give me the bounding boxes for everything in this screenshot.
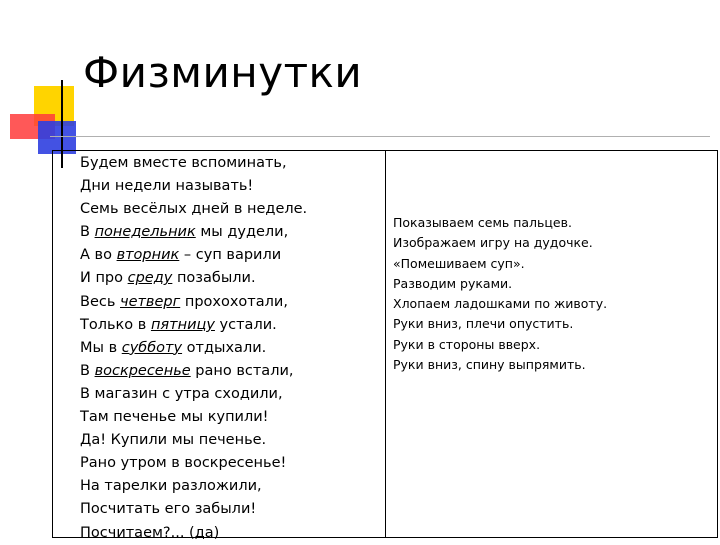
action-line: Руки вниз, плечи опустить.: [393, 316, 574, 332]
poem-text: И про: [80, 270, 128, 287]
poem-line: [80, 198, 380, 221]
poem-text: В магазин с утра сходили,: [80, 385, 283, 402]
poem-text: Будем вместе вспоминать,: [80, 155, 287, 171]
poem-text: А во: [80, 247, 117, 264]
poem-text: Посчитаем?... (да): [80, 524, 220, 541]
poem-text: Рано утром в воскресенье!: [80, 455, 287, 472]
action-line: Хлопаем ладошками по животу.: [393, 296, 608, 312]
poem-text: Только в: [80, 316, 151, 333]
poem-text: – суп варили: [179, 247, 282, 264]
action-line: Показываем семь пальцев.: [393, 215, 572, 230]
poem-line: [80, 475, 380, 498]
poem-line: [80, 221, 380, 244]
slide-title: Физминутки: [83, 48, 363, 97]
poem-line: [80, 175, 380, 198]
poem-line: [80, 244, 380, 267]
action-line: Изображаем игру на дудочке.: [393, 235, 593, 251]
action-line: Разводим руками.: [393, 275, 513, 291]
poem-text: Мы в: [80, 339, 122, 356]
poem-text: рано встали,: [190, 362, 294, 379]
actions-column: [393, 213, 713, 375]
poem-text: прохохотали,: [180, 293, 288, 310]
poem-day-name: понедельник: [94, 224, 196, 241]
poem-text: В: [80, 224, 95, 241]
poem-line: [80, 267, 380, 290]
poem-day-name: пятницу: [150, 316, 215, 333]
poem-text: Там печенье мы купили!: [80, 409, 269, 426]
poem-line: [80, 429, 380, 452]
poem-text: В: [80, 362, 95, 379]
poem-line: [80, 152, 380, 175]
poem-text: Весь: [80, 293, 120, 310]
poem-text: Дни недели называть!: [80, 178, 254, 195]
poem-line: [80, 498, 380, 521]
table-column-divider: [385, 150, 386, 538]
poem-text: мы дудели,: [195, 224, 289, 241]
poem-line: [80, 337, 380, 360]
poem-line: [80, 291, 380, 314]
poem-text: На тарелки разложили,: [80, 478, 262, 495]
poem-day-name: вторник: [116, 247, 180, 264]
poem-column: [80, 152, 380, 545]
decor-horizontal-rule: [50, 136, 710, 137]
poem-text: Семь весёлых дней в неделе.: [80, 201, 308, 218]
poem-line: [80, 360, 380, 383]
poem-text: Посчитать его забыли!: [80, 501, 257, 518]
poem-line: [80, 452, 380, 475]
poem-day-name: среду: [127, 270, 173, 287]
poem-text: устали.: [214, 316, 277, 333]
poem-day-name: субботу: [121, 339, 183, 356]
poem-line: [80, 314, 380, 337]
poem-text: Да! Купили мы печенье.: [80, 432, 267, 449]
poem-day-name: четверг: [120, 293, 181, 310]
poem-text: позабыли.: [172, 270, 256, 287]
poem-line: [80, 406, 380, 429]
poem-line: [80, 383, 380, 406]
action-line: Руки в стороны вверх.: [393, 336, 541, 352]
poem-line: [80, 522, 380, 545]
action-line: Руки вниз, спину выпрямить.: [393, 357, 586, 373]
action-line: «Помешиваем суп».: [393, 255, 525, 271]
poem-day-name: воскресенье: [94, 362, 191, 379]
poem-text: отдыхали.: [182, 339, 267, 356]
